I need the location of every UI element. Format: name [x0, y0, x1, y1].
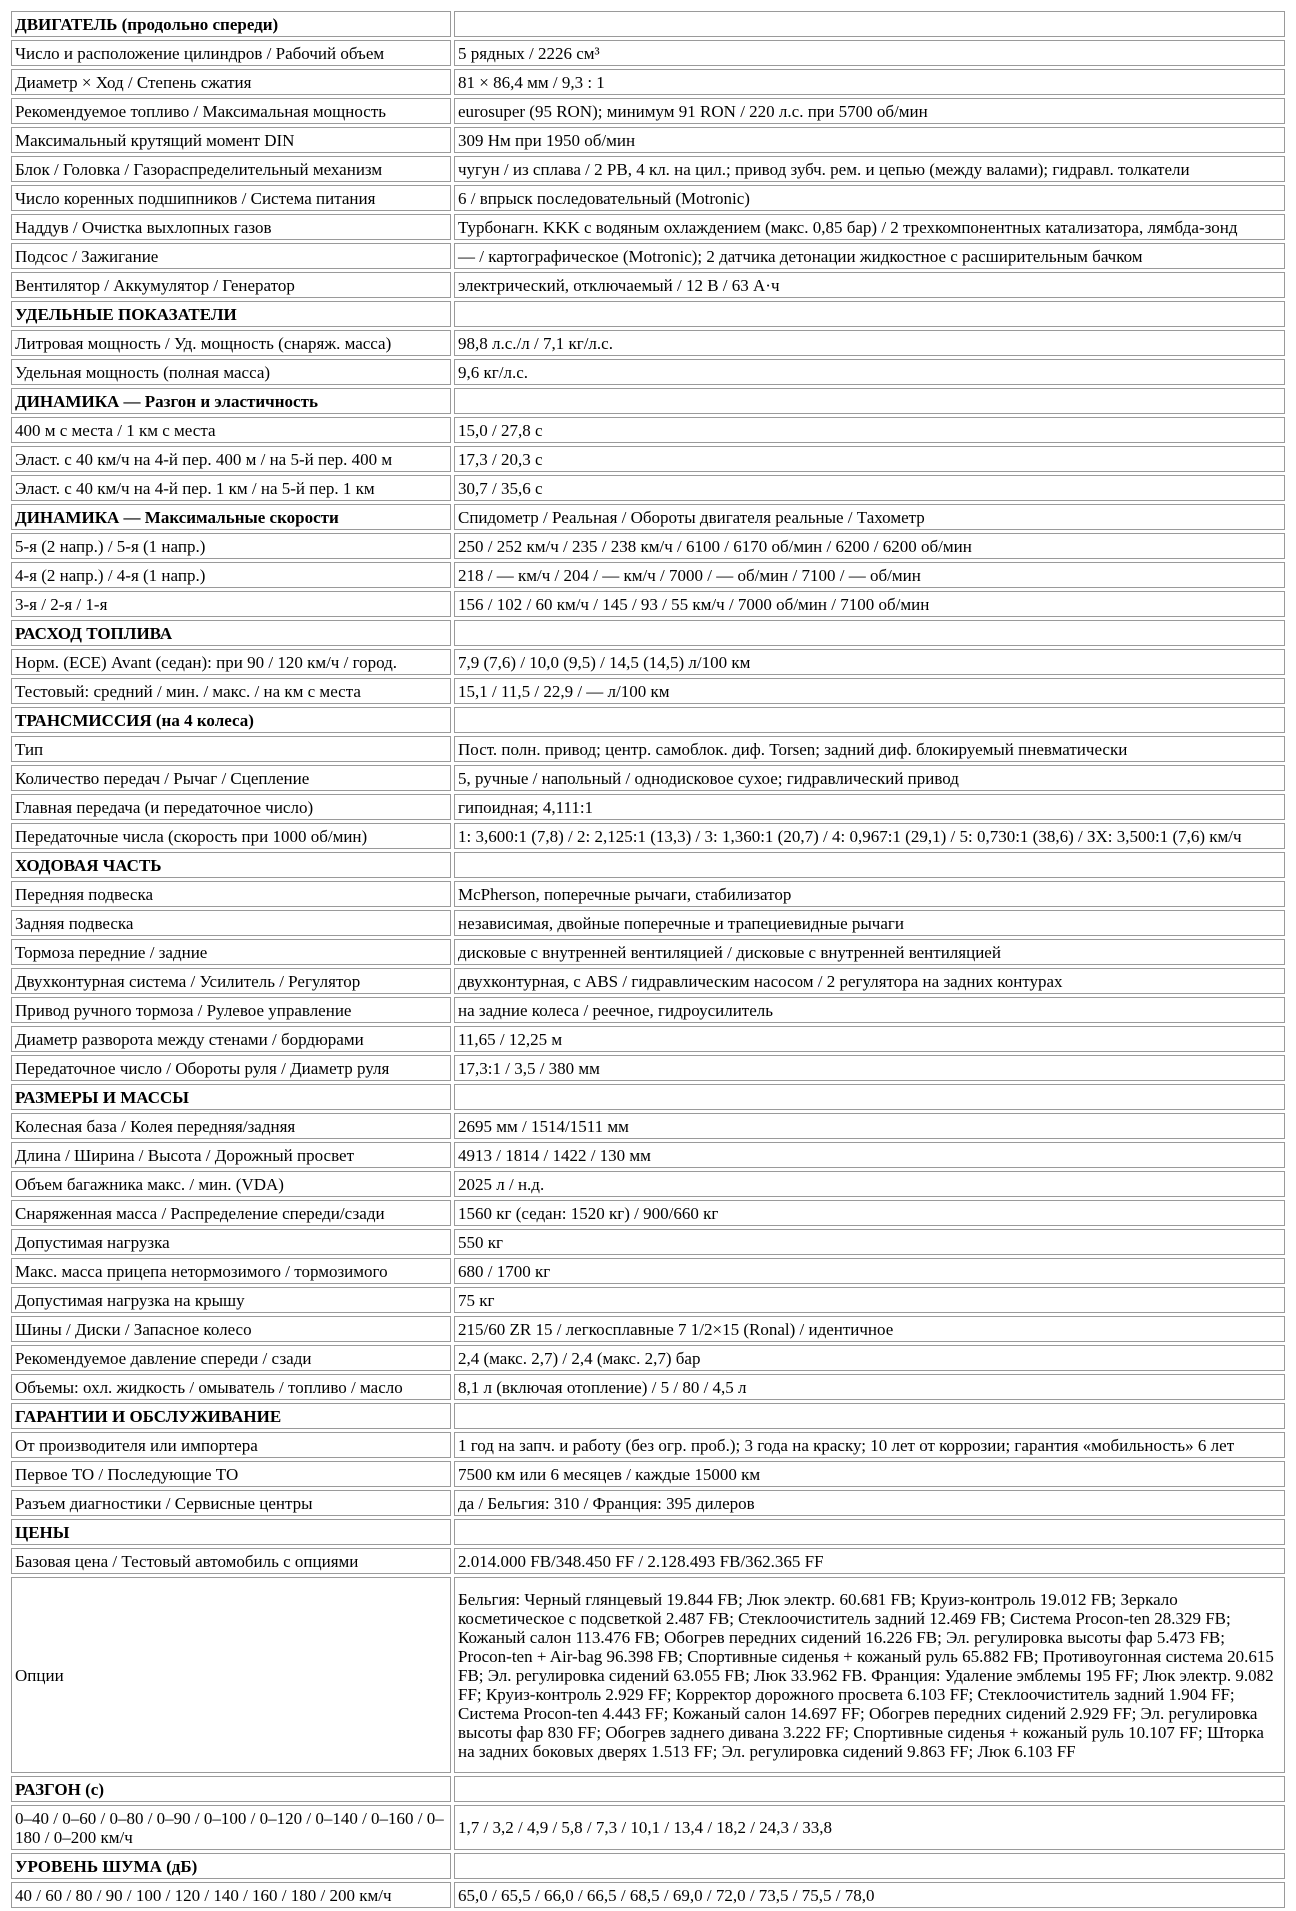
spec-row: [11, 823, 1285, 849]
spec-label: Блок / Головка / Газораспределительный механизм: [11, 156, 451, 182]
spec-label: Задняя подвеска: [11, 910, 451, 936]
spec-label: 400 м с места / 1 км с места: [11, 417, 451, 443]
spec-label: Объем багажника макс. / мин. (VDA): [11, 1171, 451, 1197]
spec-label: Наддув / Очистка выхлопных газов: [11, 214, 451, 240]
spec-row: [11, 1200, 1285, 1226]
spec-row: [11, 678, 1285, 704]
section-title: РАСХОД ТОПЛИВА: [11, 620, 451, 646]
spec-value: [454, 1403, 1285, 1429]
spec-row: [11, 1287, 1285, 1313]
spec-label: Рекомендуемое давление спереди / сзади: [11, 1345, 451, 1371]
spec-label: Колесная база / Колея передняя/задняя: [11, 1113, 451, 1139]
spec-value: 2.014.000 FB/348.450 FF / 2.128.493 FB/362.365 FF: [454, 1548, 1285, 1574]
spec-row: [11, 1026, 1285, 1052]
spec-row: [11, 910, 1285, 936]
spec-label: 5-я (2 напр.) / 5-я (1 напр.): [11, 533, 451, 559]
spec-value: 1560 кг (седан: 1520 кг) / 900/660 кг: [454, 1200, 1285, 1226]
spec-value: [454, 11, 1285, 37]
spec-label: Привод ручного тормоза / Рулевое управление: [11, 997, 451, 1023]
spec-row: [11, 1171, 1285, 1197]
spec-label: Передаточные числа (скорость при 1000 об/мин): [11, 823, 451, 849]
spec-value: [454, 1084, 1285, 1110]
section-title: ХОДОВАЯ ЧАСТЬ: [11, 852, 451, 878]
spec-value: [454, 1776, 1285, 1802]
spec-row: [11, 1805, 1285, 1850]
spec-row: [11, 881, 1285, 907]
spec-value: [454, 301, 1285, 327]
spec-value: 1: 3,600:1 (7,8) / 2: 2,125:1 (13,3) / 3: 1,360:1 (20,7) / 4: 0,967:1 (29,1) / 5: 0,730:1 (38,6) / ЗХ: 3,500:1 (7,6) км/ч: [454, 823, 1285, 849]
section-header-row: [11, 852, 1285, 878]
section-title: ТРАНСМИССИЯ (на 4 колеса): [11, 707, 451, 733]
spec-value: независимая, двойные поперечные и трапециевидные рычаги: [454, 910, 1285, 936]
spec-label: От производителя или импортера: [11, 1432, 451, 1458]
spec-label: Опции: [11, 1577, 451, 1773]
spec-label: Литровая мощность / Уд. мощность (снаряж. масса): [11, 330, 451, 356]
spec-value: 6 / впрыск последовательный (Motronic): [454, 185, 1285, 211]
spec-label: Длина / Ширина / Высота / Дорожный просвет: [11, 1142, 451, 1168]
spec-value: 7,9 (7,6) / 10,0 (9,5) / 14,5 (14,5) л/100 км: [454, 649, 1285, 675]
spec-value: 15,1 / 11,5 / 22,9 / — л/100 км: [454, 678, 1285, 704]
spec-value: да / Бельгия: 310 / Франция: 395 дилеров: [454, 1490, 1285, 1516]
spec-value: 7500 км или 6 месяцев / каждые 15000 км: [454, 1461, 1285, 1487]
spec-label: Разъем диагностики / Сервисные центры: [11, 1490, 451, 1516]
spec-table: [8, 8, 1288, 1911]
section-header-row: [11, 620, 1285, 646]
spec-row: [11, 765, 1285, 791]
spec-row: [11, 475, 1285, 501]
spec-row: [11, 446, 1285, 472]
spec-row: [11, 214, 1285, 240]
spec-value: 5, ручные / напольный / однодисковое сухое; гидравлический привод: [454, 765, 1285, 791]
section-title: УРОВЕНЬ ШУМА (дБ): [11, 1853, 451, 1879]
spec-label: Базовая цена / Тестовый автомобиль с опциями: [11, 1548, 451, 1574]
spec-label: Удельная мощность (полная масса): [11, 359, 451, 385]
spec-label: Допустимая нагрузка на крышу: [11, 1287, 451, 1313]
spec-value: [454, 388, 1285, 414]
section-header-row: [11, 504, 1285, 530]
spec-label: Главная передача (и передаточное число): [11, 794, 451, 820]
spec-value: 81 × 86,4 мм / 9,3 : 1: [454, 69, 1285, 95]
spec-value: [454, 707, 1285, 733]
spec-row: [11, 1432, 1285, 1458]
spec-label: Максимальный крутящий момент DIN: [11, 127, 451, 153]
section-title: ГАРАНТИИ И ОБСЛУЖИВАНИЕ: [11, 1403, 451, 1429]
spec-row: [11, 243, 1285, 269]
spec-label: Двухконтурная система / Усилитель / Регулятор: [11, 968, 451, 994]
spec-value: [454, 620, 1285, 646]
spec-label: Передняя подвеска: [11, 881, 451, 907]
spec-value: электрический, отключаемый / 12 В / 63 А·ч: [454, 272, 1285, 298]
spec-value: eurosuper (95 RON); минимум 91 RON / 220 л.с. при 5700 об/мин: [454, 98, 1285, 124]
spec-value: 215/60 ZR 15 / легкосплавные 7 1/2×15 (Ronal) / идентичное: [454, 1316, 1285, 1342]
spec-label: Диаметр разворота между стенами / бордюрами: [11, 1026, 451, 1052]
spec-value: 9,6 кг/л.с.: [454, 359, 1285, 385]
section-header-row: [11, 1776, 1285, 1802]
spec-value: 250 / 252 км/ч / 235 / 238 км/ч / 6100 / 6170 об/мин / 6200 / 6200 об/мин: [454, 533, 1285, 559]
spec-value: 2025 л / н.д.: [454, 1171, 1285, 1197]
spec-value: 2695 мм / 1514/1511 мм: [454, 1113, 1285, 1139]
spec-value: Бельгия: Черный глянцевый 19.844 FB; Люк электр. 60.681 FB; Круиз-контроль 19.012 FB; Зеркало косметическое с подсветкой 2.487 FB; Стеклоочиститель задний 12.469 FB; Система Procon-ten 28.329 FB; Кожаный салон 113.476 FB; Обогрев передних сидений 16.226 FB; Эл. регулировка высоты фар 5.473 FB; Procon-ten + Air-bag 96.398 FB; Спортивные сиденья + кожаный руль 65.882 FB; Противоугонная система 20.615 FB; Эл. регулировка сидений 63.055 FB; Люк 33.962 FB. Франция: Удаление эмблемы 195 FF; Люк электр. 9.082 FF; Круиз-контроль 2.929 FF; Корректор дорожного просвета 6.103 FF; Стеклоочиститель задний 1.904 FF; Система Procon-ten 4.443 FF; Кожаный салон 14.697 FF; Обогрев передних сидений 2.929 FF; Эл. регулировка высоты фар 830 FF; Обогрев заднего дивана 3.222 FF; Спортивные сиденья + кожаный руль 10.107 FF; Шторка на задних боковых дверях 1.513 FF; Эл. регулировка сидений 9.863 FF; Люк 6.103 FF: [454, 1577, 1285, 1773]
spec-row: [11, 417, 1285, 443]
spec-value: McPherson, поперечные рычаги, стабилизатор: [454, 881, 1285, 907]
spec-value: 156 / 102 / 60 км/ч / 145 / 93 / 55 км/ч / 7000 об/мин / 7100 об/мин: [454, 591, 1285, 617]
spec-value: 98,8 л.с./л / 7,1 кг/л.с.: [454, 330, 1285, 356]
spec-row: [11, 1548, 1285, 1574]
spec-value: гипоидная; 4,111:1: [454, 794, 1285, 820]
spec-value: двухконтурная, с ABS / гидравлическим насосом / 2 регулятора на задних контурах: [454, 968, 1285, 994]
spec-row: [11, 1316, 1285, 1342]
spec-value: 5 рядных / 2226 см³: [454, 40, 1285, 66]
spec-label: Шины / Диски / Запасное колесо: [11, 1316, 451, 1342]
spec-label: Вентилятор / Аккумулятор / Генератор: [11, 272, 451, 298]
section-header-row: [11, 301, 1285, 327]
section-header-row: [11, 1084, 1285, 1110]
spec-label: Норм. (ECE) Avant (седан): при 90 / 120 км/ч / город.: [11, 649, 451, 675]
spec-row: [11, 330, 1285, 356]
spec-value: 15,0 / 27,8 с: [454, 417, 1285, 443]
spec-row: [11, 1461, 1285, 1487]
spec-label: 40 / 60 / 80 / 90 / 100 / 120 / 140 / 160 / 180 / 200 км/ч: [11, 1882, 451, 1908]
section-title: ЦЕНЫ: [11, 1519, 451, 1545]
spec-value: 1 год на запч. и работу (без огр. проб.); 3 года на краску; 10 лет от коррозии; гарантия «мобильность» 6 лет: [454, 1432, 1285, 1458]
spec-row: [11, 1490, 1285, 1516]
spec-row: [11, 1258, 1285, 1284]
spec-row: [11, 1882, 1285, 1908]
spec-value: 4913 / 1814 / 1422 / 130 мм: [454, 1142, 1285, 1168]
section-header-row: [11, 1519, 1285, 1545]
spec-row: [11, 69, 1285, 95]
section-title: ДИНАМИКА — Разгон и эластичность: [11, 388, 451, 414]
spec-value: 218 / — км/ч / 204 / — км/ч / 7000 / — об/мин / 7100 / — об/мин: [454, 562, 1285, 588]
spec-value: [454, 1519, 1285, 1545]
spec-label: Тормоза передние / задние: [11, 939, 451, 965]
spec-label: Объемы: охл. жидкость / омыватель / топливо / масло: [11, 1374, 451, 1400]
spec-label: 3-я / 2-я / 1-я: [11, 591, 451, 617]
section-header-row: [11, 11, 1285, 37]
spec-value: чугун / из сплава / 2 РВ, 4 кл. на цил.; привод зубч. рем. и цепью (между валами); гидравл. толкатели: [454, 156, 1285, 182]
section-header-row: [11, 1853, 1285, 1879]
spec-label: Передаточное число / Обороты руля / Диаметр руля: [11, 1055, 451, 1081]
spec-row: [11, 1055, 1285, 1081]
spec-row: [11, 997, 1285, 1023]
spec-label: 4-я (2 напр.) / 4-я (1 напр.): [11, 562, 451, 588]
spec-label: Тип: [11, 736, 451, 762]
spec-row: [11, 1113, 1285, 1139]
spec-label: Допустимая нагрузка: [11, 1229, 451, 1255]
spec-row: [11, 1577, 1285, 1773]
spec-value: 17,3 / 20,3 с: [454, 446, 1285, 472]
section-header-row: [11, 707, 1285, 733]
section-title: ДИНАМИКА — Максимальные скорости: [11, 504, 451, 530]
section-title: РАЗГОН (с): [11, 1776, 451, 1802]
spec-row: [11, 359, 1285, 385]
spec-value: дисковые с внутренней вентиляцией / дисковые с внутренней вентиляцией: [454, 939, 1285, 965]
spec-row: [11, 1229, 1285, 1255]
spec-label: Число и расположение цилиндров / Рабочий объем: [11, 40, 451, 66]
section-title: УДЕЛЬНЫЕ ПОКАЗАТЕЛИ: [11, 301, 451, 327]
spec-value: [454, 852, 1285, 878]
spec-label: Тестовый: средний / мин. / макс. / на км с места: [11, 678, 451, 704]
spec-row: [11, 736, 1285, 762]
spec-value: [454, 1853, 1285, 1879]
spec-row: [11, 1374, 1285, 1400]
spec-value: 11,65 / 12,25 м: [454, 1026, 1285, 1052]
spec-value: Пост. полн. привод; центр. самоблок. диф. Torsen; задний диф. блокируемый пневматически: [454, 736, 1285, 762]
spec-label: Рекомендуемое топливо / Максимальная мощность: [11, 98, 451, 124]
spec-label: Подсос / Зажигание: [11, 243, 451, 269]
spec-row: [11, 794, 1285, 820]
spec-row: [11, 649, 1285, 675]
spec-value: 550 кг: [454, 1229, 1285, 1255]
spec-table-body: [11, 11, 1285, 1908]
section-title: ДВИГАТЕЛЬ (продольно спереди): [11, 11, 451, 37]
spec-row: [11, 272, 1285, 298]
spec-label: Снаряженная масса / Распределение спереди/сзади: [11, 1200, 451, 1226]
spec-label: Диаметр × Ход / Степень сжатия: [11, 69, 451, 95]
spec-value: 8,1 л (включая отопление) / 5 / 80 / 4,5 л: [454, 1374, 1285, 1400]
spec-value: 17,3:1 / 3,5 / 380 мм: [454, 1055, 1285, 1081]
spec-row: [11, 533, 1285, 559]
spec-value: на задние колеса / реечное, гидроусилитель: [454, 997, 1285, 1023]
spec-value: 680 / 1700 кг: [454, 1258, 1285, 1284]
spec-value: 309 Нм при 1950 об/мин: [454, 127, 1285, 153]
spec-row: [11, 127, 1285, 153]
section-title: РАЗМЕРЫ И МАССЫ: [11, 1084, 451, 1110]
spec-label: Эласт. с 40 км/ч на 4-й пер. 400 м / на 5-й пер. 400 м: [11, 446, 451, 472]
spec-label: Число коренных подшипников / Система питания: [11, 185, 451, 211]
spec-row: [11, 98, 1285, 124]
spec-value: 2,4 (макс. 2,7) / 2,4 (макс. 2,7) бар: [454, 1345, 1285, 1371]
spec-value: 1,7 / 3,2 / 4,9 / 5,8 / 7,3 / 10,1 / 13,4 / 18,2 / 24,3 / 33,8: [454, 1805, 1285, 1850]
spec-label: Макс. масса прицепа нетормозимого / тормозимого: [11, 1258, 451, 1284]
spec-row: [11, 185, 1285, 211]
spec-row: [11, 591, 1285, 617]
spec-label: Количество передач / Рычаг / Сцепление: [11, 765, 451, 791]
spec-value: 75 кг: [454, 1287, 1285, 1313]
spec-row: [11, 1345, 1285, 1371]
spec-row: [11, 939, 1285, 965]
spec-label: Эласт. с 40 км/ч на 4-й пер. 1 км / на 5-й пер. 1 км: [11, 475, 451, 501]
spec-value: 30,7 / 35,6 с: [454, 475, 1285, 501]
spec-label: Первое ТО / Последующие ТО: [11, 1461, 451, 1487]
spec-value: Спидометр / Реальная / Обороты двигателя реальные / Тахометр: [454, 504, 1285, 530]
spec-value: — / картографическое (Motronic); 2 датчика детонации жидкостное с расширительным бачком: [454, 243, 1285, 269]
spec-row: [11, 562, 1285, 588]
section-header-row: [11, 1403, 1285, 1429]
spec-row: [11, 156, 1285, 182]
spec-label: 0–40 / 0–60 / 0–80 / 0–90 / 0–100 / 0–120 / 0–140 / 0–160 / 0–180 / 0–200 км/ч: [11, 1805, 451, 1850]
spec-row: [11, 968, 1285, 994]
spec-row: [11, 1142, 1285, 1168]
spec-value: Турбонагн. KKK с водяным охлаждением (макс. 0,85 бар) / 2 трехкомпонентных катализатора, лямбда-зонд: [454, 214, 1285, 240]
spec-row: [11, 40, 1285, 66]
spec-value: 65,0 / 65,5 / 66,0 / 66,5 / 68,5 / 69,0 / 72,0 / 73,5 / 75,5 / 78,0: [454, 1882, 1285, 1908]
section-header-row: [11, 388, 1285, 414]
